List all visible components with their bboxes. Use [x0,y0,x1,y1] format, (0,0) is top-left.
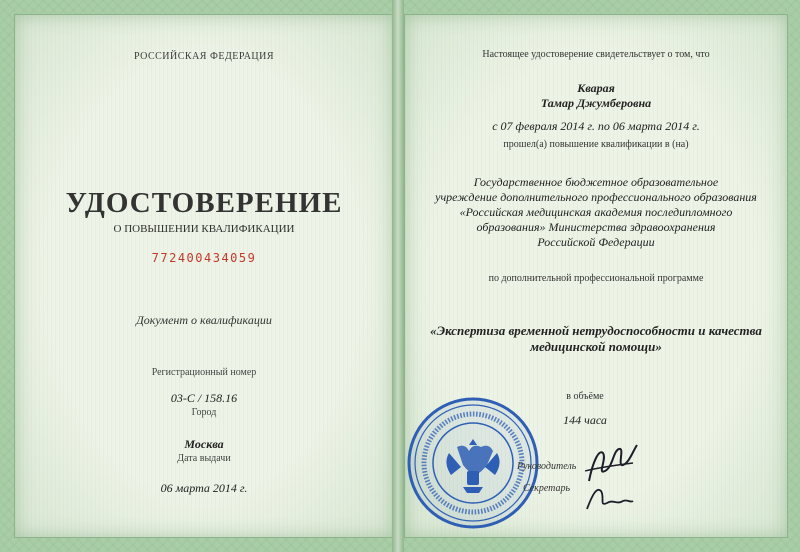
serial-number: 772400434059 [151,251,257,265]
hours-value: 144 часа [563,413,607,427]
program-title-line: медицинской помощи» [530,339,662,354]
right-page [404,14,788,538]
secretary-label: Секретарь [523,483,571,494]
center-fold [392,0,404,552]
issue-date-value: 06 марта 2014 г. [160,481,248,495]
document-subtitle: О ПОВЫШЕНИИ КВАЛИФИКАЦИИ [113,223,295,235]
holder-surname: Кварая [577,81,615,95]
institution-line: Государственное бюджетное образовательное [473,175,719,189]
document-type: Документ о квалификации [136,313,272,327]
city-label: Город [191,407,217,418]
registration-label: Регистрационный номер [151,367,257,378]
training-period: с 07 февраля 2014 г. по 06 марта 2014 г. [492,119,700,133]
issue-date-label: Дата выдачи [177,453,231,464]
holder-name: Тамар Джумберовна [540,96,652,110]
city-value: Москва [184,437,224,451]
volume-label: в объёме [566,391,604,402]
institution-line: Российской Федерации [537,235,655,249]
left-page [14,14,394,538]
certifies-text: Настоящее удостоверение свидетельствует о том, что [482,49,710,60]
country-name: РОССИЙСКАЯ ФЕДЕРАЦИЯ [133,51,275,62]
institution-line: образования» Министерства здравоохранения [476,220,716,234]
handwritten-signature-icon [583,483,635,515]
handwritten-signature-icon [583,441,639,487]
institution-line: «Российская медицинская академия последипломного [459,205,733,219]
document-title: УДОСТОВЕРЕНИЕ [65,187,343,219]
head-label: Руководитель [517,461,577,472]
program-label: по дополнительной профессиональной программе [488,273,704,284]
institution-line: учреждение дополнительного профессионального образования [435,190,757,204]
program-title-line: «Экспертиза временной нетрудоспособности и качества [430,323,762,338]
passed-text: прошел(а) повышение квалификации в (на) [503,139,689,150]
registration-number: 03-С / 158.16 [170,391,238,405]
